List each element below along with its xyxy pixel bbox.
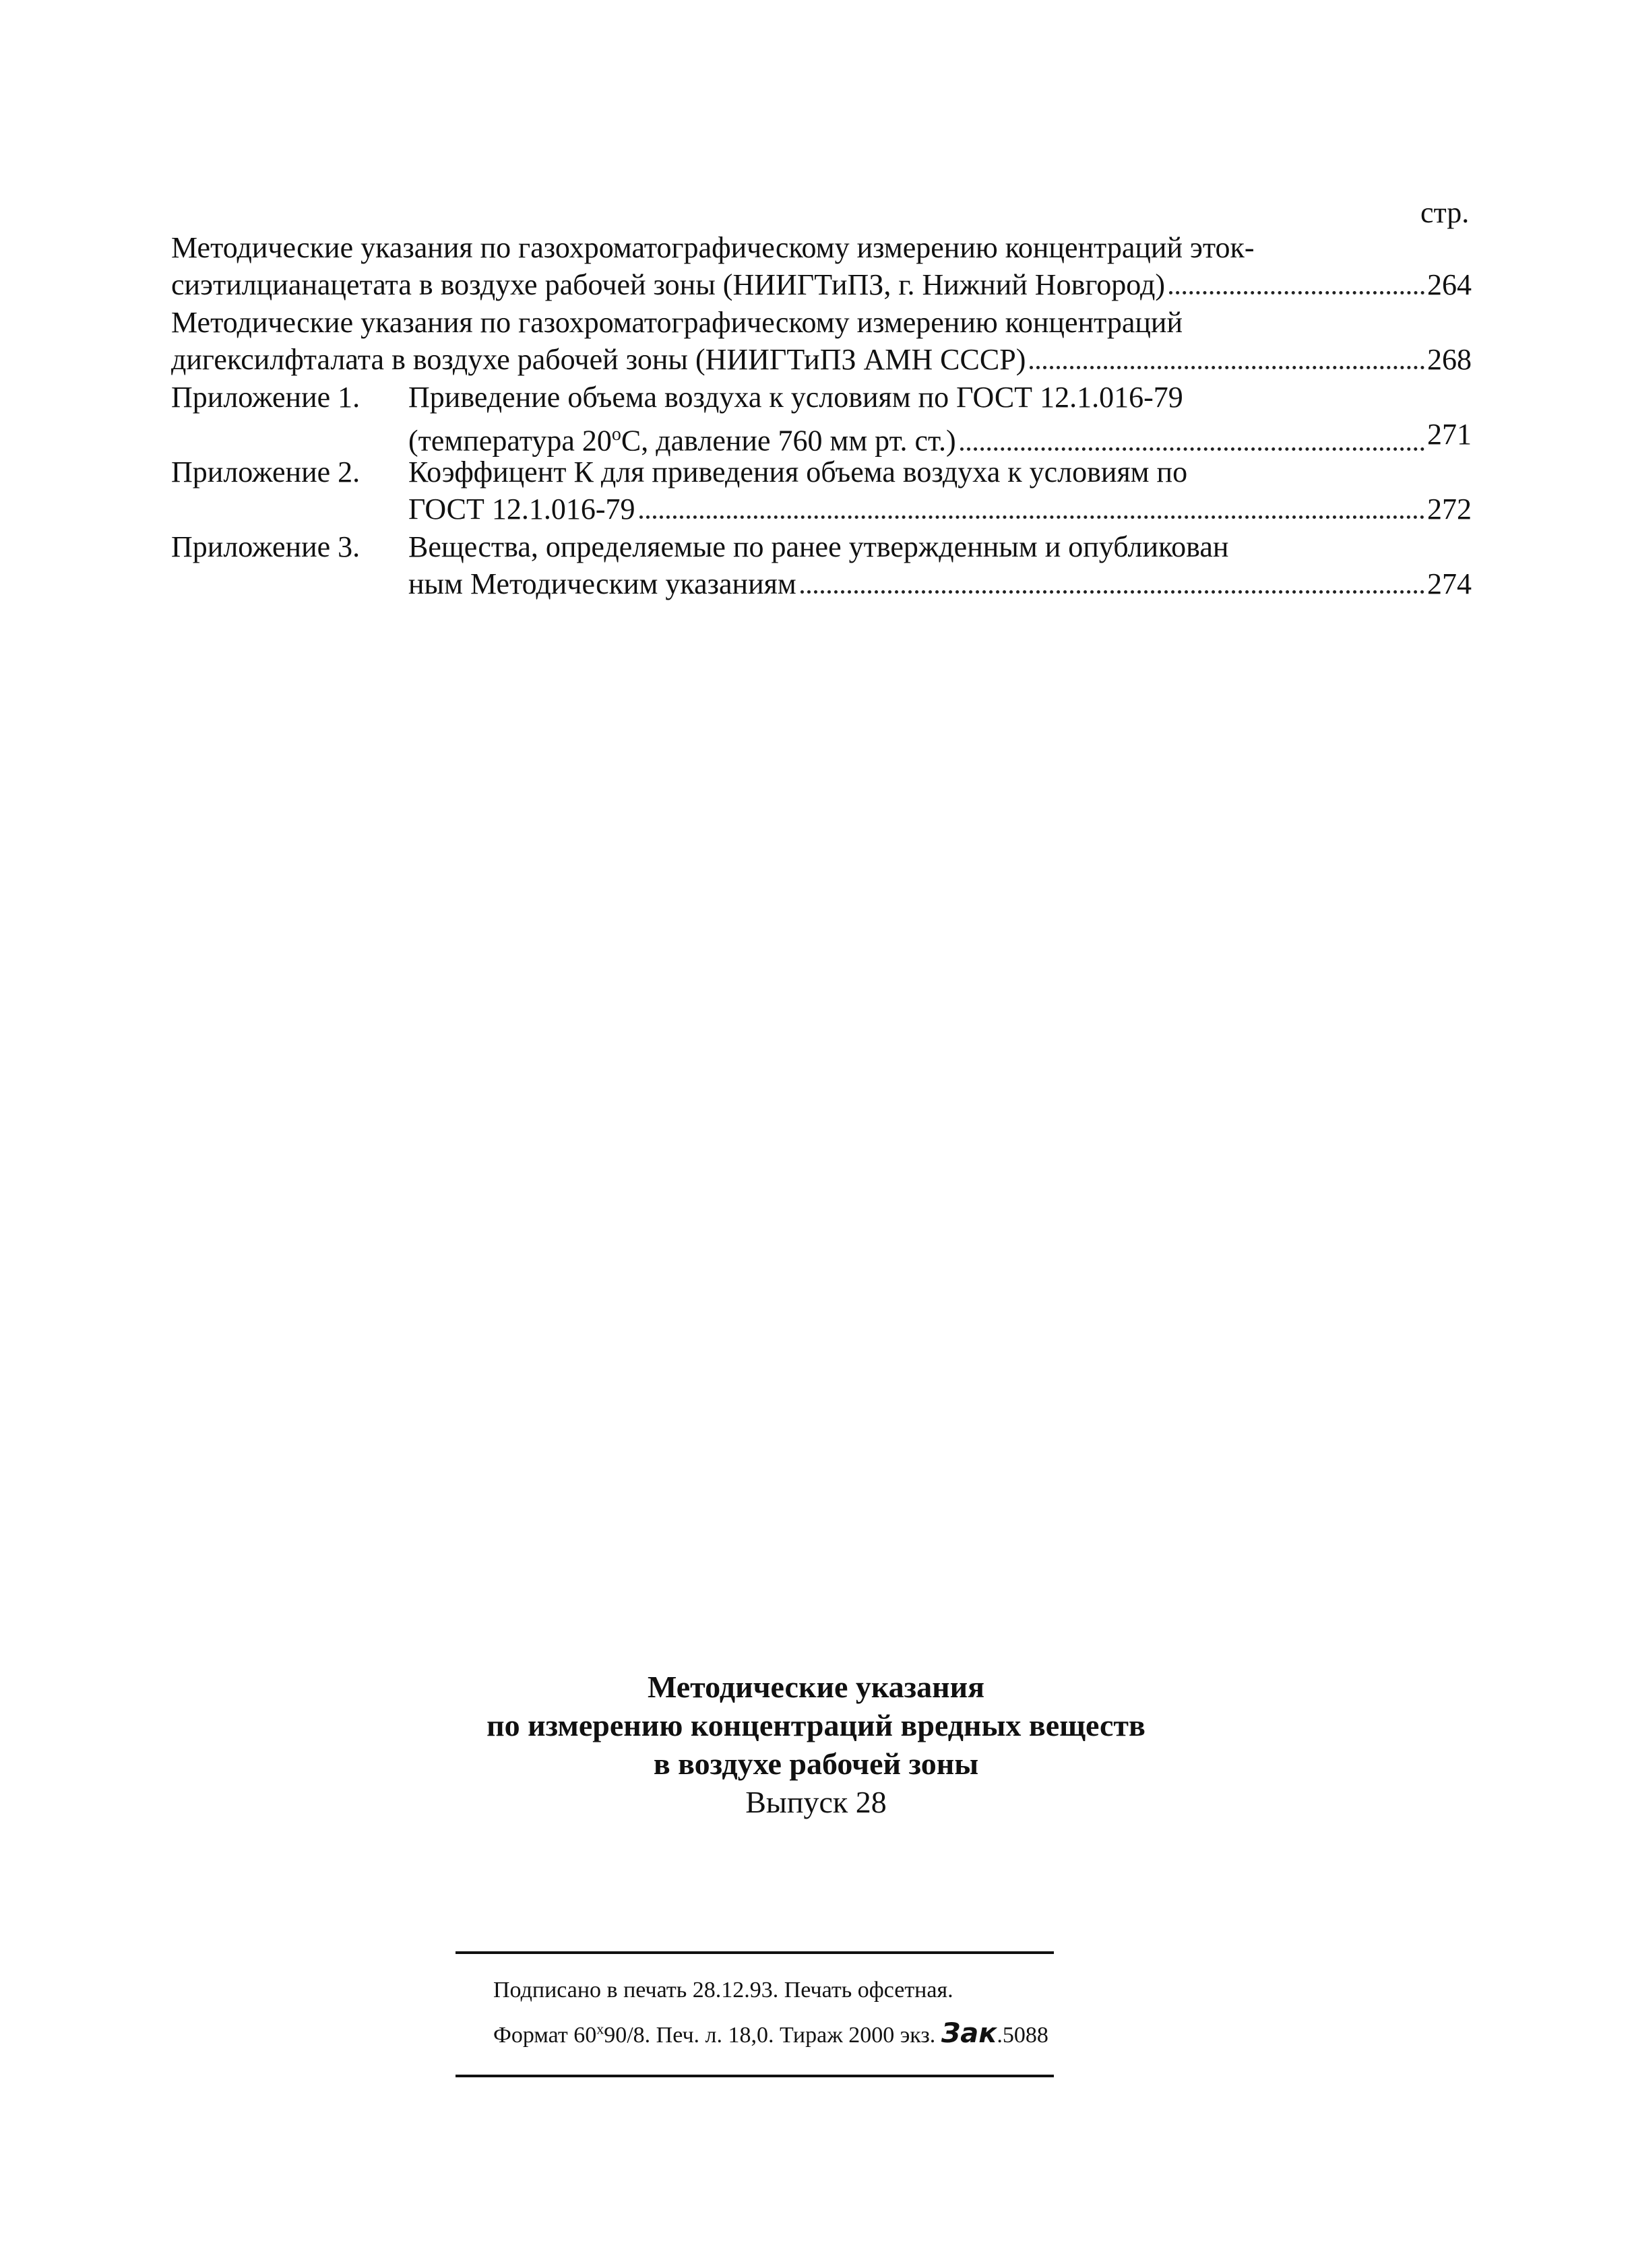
imprint-line: Подписано в печать 28.12.93. Печать офсетная. bbox=[493, 1978, 953, 2003]
toc-entry-line bbox=[408, 453, 1472, 491]
toc-entry-text: Коэффицент К для приведения объема воздуха к условиям по bbox=[408, 455, 1188, 489]
toc-page-number: 264 bbox=[1427, 268, 1472, 301]
handwritten-order-mark: Зак bbox=[941, 2018, 997, 2049]
toc-appendix-entry bbox=[171, 528, 1472, 602]
dot-leader bbox=[639, 491, 1424, 519]
toc-entry-line bbox=[408, 491, 1472, 528]
toc-appendix-entry bbox=[171, 453, 1472, 528]
toc-entry-text: дигексилфталата в воздухе рабочей зоны (НИИГТиПЗ АМН СССР) bbox=[171, 343, 1026, 376]
order-number: .5088 bbox=[997, 2023, 1048, 2048]
toc-entry-line bbox=[408, 379, 1472, 416]
toc-entry-line bbox=[171, 341, 1472, 378]
appendix-label: Приложение 1. bbox=[171, 381, 360, 414]
toc-entry bbox=[171, 304, 1472, 378]
toc-entry-line bbox=[171, 229, 1472, 266]
imprint-bottom-rule bbox=[456, 2075, 1054, 2077]
toc-entry-line bbox=[171, 304, 1472, 341]
toc-entry-text: Приведение объема воздуха к условиям по ГОСТ 12.1.016-79 bbox=[408, 381, 1183, 414]
toc-entry-line bbox=[408, 528, 1472, 565]
dot-leader bbox=[1169, 266, 1424, 294]
publication-title bbox=[0, 1668, 1632, 1783]
dot-leader bbox=[801, 565, 1424, 594]
toc-entry-text: ГОСТ 12.1.016-79 bbox=[408, 493, 635, 526]
toc-entry-text: Вещества, определяемые по ранее утвержденным и опубликован bbox=[408, 530, 1229, 563]
toc-page-number: 271 bbox=[1427, 418, 1472, 451]
toc-page-number: 268 bbox=[1427, 343, 1472, 376]
toc-page-column-header: стр. bbox=[1420, 196, 1470, 229]
appendix-label: Приложение 2. bbox=[171, 455, 360, 489]
toc-entry-line bbox=[171, 266, 1472, 303]
title-line: Методические указания bbox=[647, 1670, 985, 1704]
toc-page-number: 274 bbox=[1427, 567, 1472, 600]
toc-entry-text: Методические указания по газохроматографическому измерению концентраций эток- bbox=[171, 231, 1255, 264]
toc-appendix-entry bbox=[171, 379, 1472, 460]
appendix-label: Приложение 3. bbox=[171, 530, 360, 563]
toc-entry-line bbox=[408, 416, 1472, 460]
toc-entry-line bbox=[408, 565, 1472, 602]
toc-entry-text: Методические указания по газохроматографическому измерению концентраций bbox=[171, 306, 1183, 339]
toc-entry-text: ным Методическим указаниям bbox=[408, 567, 796, 600]
imprint-top-rule bbox=[456, 1951, 1054, 1954]
dot-leader bbox=[960, 416, 1424, 451]
toc-page-number: 272 bbox=[1427, 493, 1472, 526]
title-line: по измерению концентраций вредных веществ bbox=[487, 1708, 1145, 1742]
toc-entry-text: сиэтилцианацетата в воздухе рабочей зоны (НИИГТиПЗ, г. Нижний Новгород) bbox=[171, 268, 1166, 301]
imprint-line: Формат $60^х90/8$. Печ. л. 18,0. Тираж 2000 экз. Зак.5088 bbox=[493, 2018, 1048, 2049]
dot-leader bbox=[1030, 341, 1424, 369]
issue-number: Выпуск 28 bbox=[745, 1785, 887, 1819]
toc-entry-text: (температура $20^оС$, давление 760 мм рт. ст.) bbox=[408, 424, 956, 458]
title-line: в воздухе рабочей зоны bbox=[653, 1746, 979, 1781]
toc-entry bbox=[171, 229, 1472, 303]
